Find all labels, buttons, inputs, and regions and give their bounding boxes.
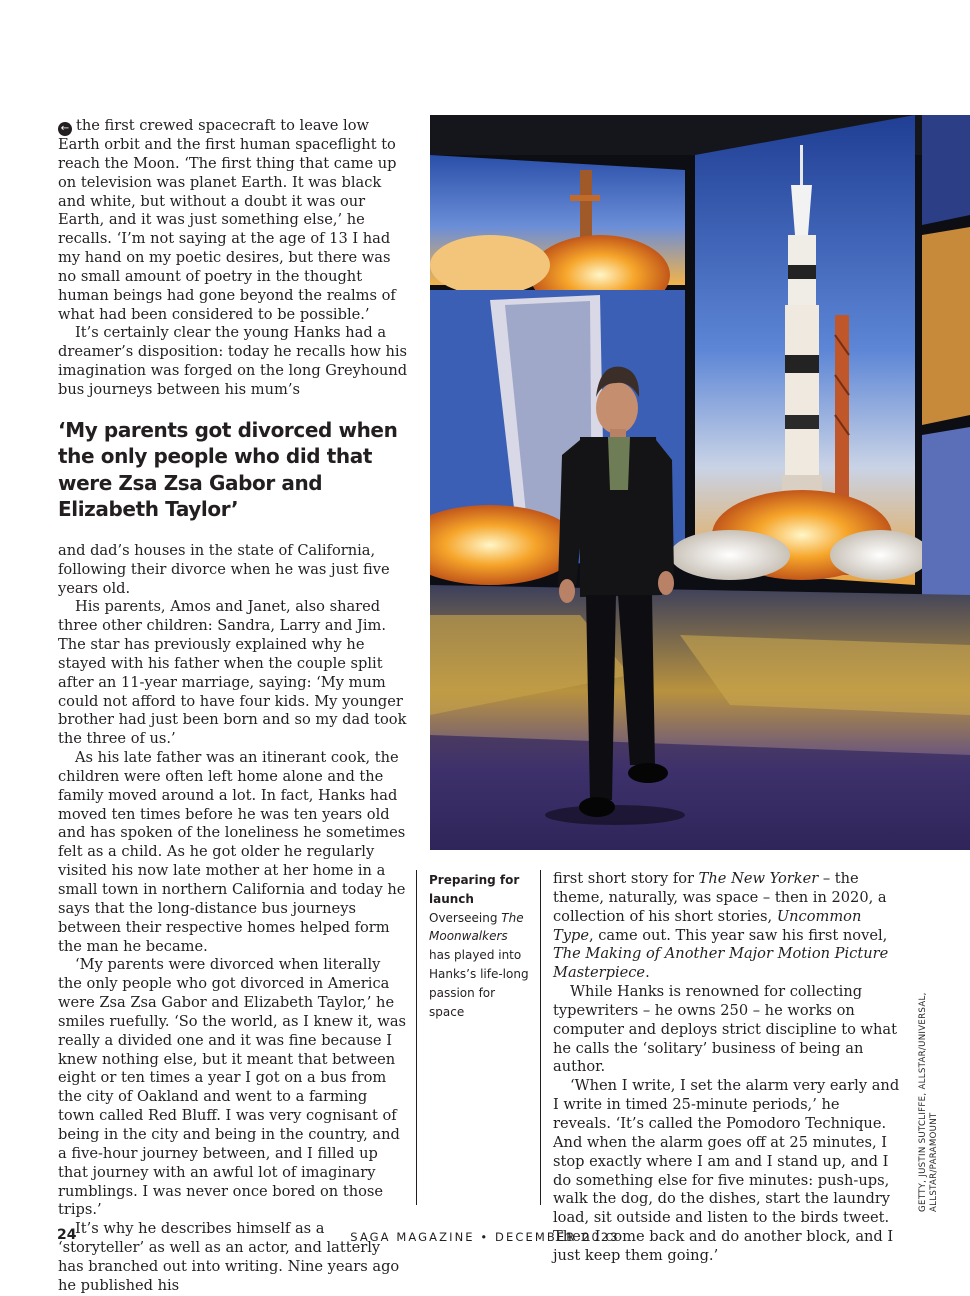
pull-quote: ‘My parents got divorced when the only people who did that were Zsa Zsa Gabor and Elizabeth Taylor’ — [58, 417, 398, 522]
intro-paragraph — [58, 117, 408, 324]
body-paragraph — [553, 870, 901, 983]
text-run: . — [645, 964, 650, 982]
photo-illustration — [430, 115, 970, 850]
publication-title: The New Yorker — [698, 870, 819, 887]
body-paragraph: ‘When I write, I set the alarm very early and I write in timed 25-minute periods,’ he reveals. ‘It’s called the Pomodoro Technique. And when the alarm goes off at 25 minutes, I stop exactly where I am and I stand up, and I do something else for five minutes: push-ups, walk the dog, do the dishes, start the laundry load, sit outside and listen to the birds tweet. Then I come back and do another block, and I just keep them going.’ — [553, 1077, 900, 1264]
caption-divider — [540, 870, 541, 1205]
photo-credit: GETTY, JUSTIN SUTCLIFFE, ALLSTAR/UNIVERSAL, ALLSTAR/PARAMOUNT — [918, 992, 939, 1212]
text-run: – the theme, naturally, was space – then in 2020, a collection of his short stories, — [553, 870, 887, 925]
body-paragraph: It’s why he describes himself as a ‘storyteller’ as well as an actor, and latterly has branched out into writing. Nine years ago he published his — [58, 1220, 400, 1294]
book-title: Uncommon Type — [553, 907, 862, 944]
body-paragraph: His parents, Amos and Janet, also shared three other children: Sandra, Larry and Jim. The star has previously explained why he stayed with his father when the couple split after an 11-year marriage, saying: ‘My mum could not afford to have four kids. My younger brother had just been born and so my dad took the three of us.’ — [58, 598, 407, 748]
body-paragraph: ‘My parents were divorced when literally the only people who got divorced in America were Zsa Zsa Gabor and Elizabeth Taylor,’ he smiles ruefully. ‘So the world, as I knew it, was really a divided one and it was fine because I knew nothing else, but it meant that between eight or ten times a year I got on a bus from the city of Oakland and went to a farming town called Red Bluff. I was very cognisant of being in the city and being in the country, and a five-hour journey between, and I filled up that journey with an awful lot of imaginary rumblings. I was never once bored on those trips.’ — [58, 956, 407, 1219]
body-paragraph: While Hanks is renowned for collecting typewriters – he owns 250 – he works on computer and deploys strict discipline to what he calls the ‘solitary’ business of being an author. — [553, 983, 897, 1076]
intro-text: the first crewed spacecraft to leave low Earth orbit and the first human spaceflight to reach the Moon. ‘The first thing that came up on television was planet Earth. It was black and white, but without a doubt it was our Earth, and it was just something else,’ he recalls. ‘I’m not saying at the age of 13 I had my hand on my poetic desires, but there was no small amount of poetry in the thought human beings had gone beyond the realms of what had been considered to be possible.’ — [58, 117, 397, 323]
left-column — [58, 117, 408, 1296]
body-paragraph: and dad’s houses in the state of California, following their divorce when he was just five years old. — [58, 541, 390, 597]
novel-title: The Making of Another Major Motion Picture Masterpiece — [553, 945, 889, 982]
text-run: , came out. This year saw his first novel, — [588, 926, 888, 944]
caption-title: Preparing for launch — [429, 873, 520, 906]
caption-text-a: Overseeing — [429, 910, 502, 925]
photo-caption — [429, 871, 529, 1021]
footer-publication: SAGA MAGAZINE • DECEMBER 2023 — [350, 1230, 620, 1244]
page-number: 24 — [57, 1227, 77, 1243]
column-divider — [416, 870, 417, 1205]
caption-text-b: has played into Hanks’s life-long passion for space — [429, 948, 529, 1019]
arrow-left-circle-icon: ← — [58, 122, 72, 136]
article-photo — [430, 115, 970, 850]
body-paragraph: It’s certainly clear the young Hanks had a dreamer’s disposition: today he recalls how his imagination was forged on the long Greyhound bus journeys between his mum’s — [58, 324, 408, 398]
body-paragraph: As his late father was an itinerant cook, the children were often left home alone and the family moved around a lot. In fact, Hanks had moved ten times before he was ten years old and has spoken of the loneliness he sometimes felt as a child. As he got older he regularly visited his now late mother at her home in a small town in northern California and today he says that the long-distance bus journeys between their respective homes helped form the man he became. — [58, 749, 406, 955]
text-run: first short story for — [553, 870, 699, 887]
right-column — [553, 870, 901, 1266]
caption-title-em: The Moonwalkers — [429, 910, 524, 944]
